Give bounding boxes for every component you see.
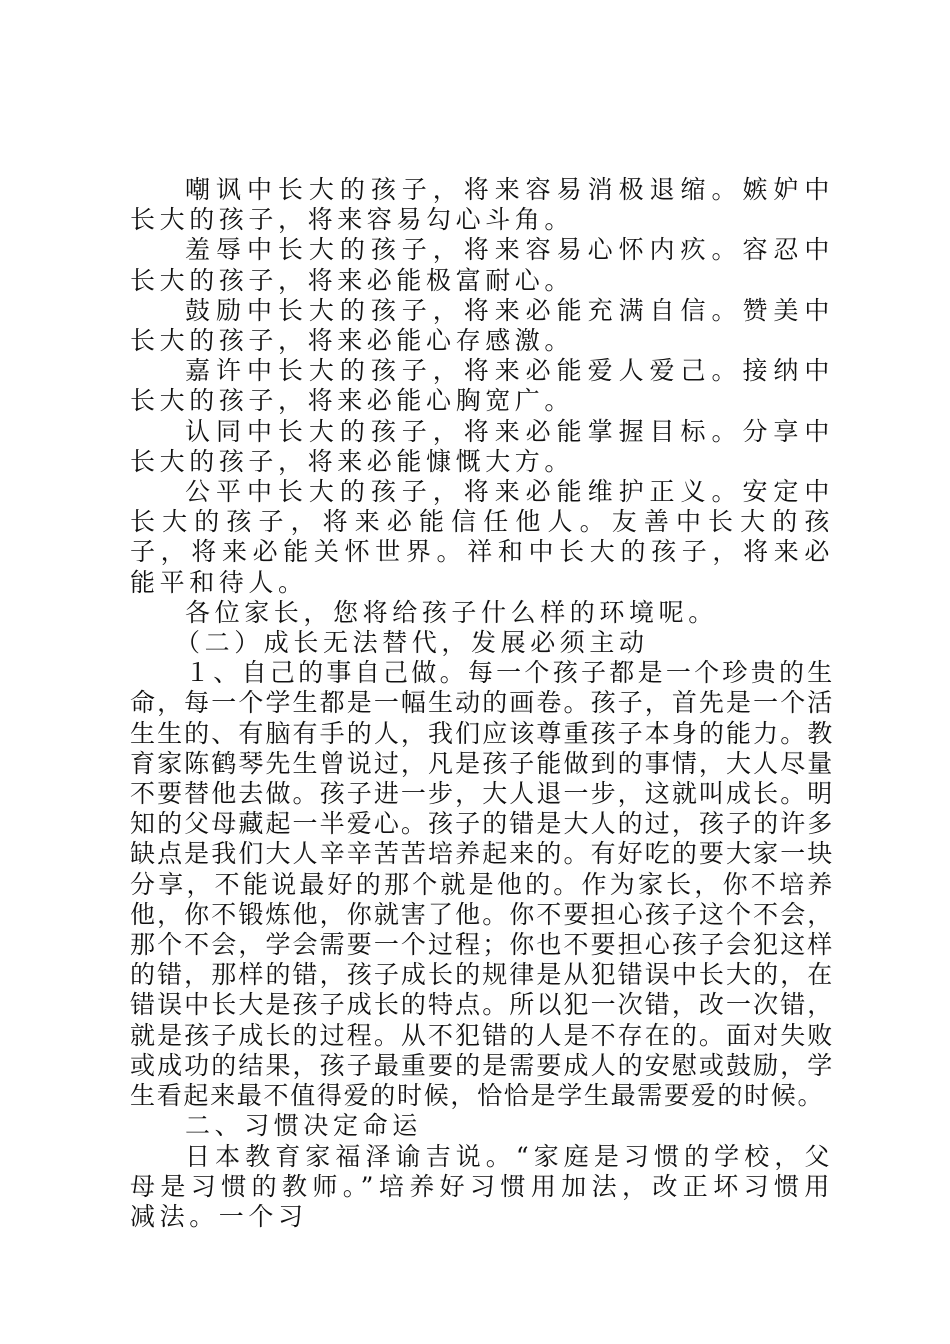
paragraph-approve: 认同中长大的孩子，将来必能掌握目标。分享中长大的孩子，将来必能慷慨大方。 bbox=[130, 416, 834, 476]
paragraph-ridicule: 嘲讽中长大的孩子，将来容易消极退缩。嫉妒中长大的孩子，将来容易勾心斗角。 bbox=[130, 175, 834, 235]
paragraph-parents-question: 各位家长，您将给孩子什么样的环境呢。 bbox=[185, 597, 718, 627]
paragraph-habits: 日本教育家福泽谕吉说。“家庭是习惯的学校，父母是习惯的教师。”培养好习惯用加法，改正坏习惯用减法。一个习 bbox=[130, 1141, 834, 1231]
document-body bbox=[130, 175, 834, 1232]
paragraph-encourage: 鼓励中长大的孩子，将来必能充满自信。赞美中长大的孩子，将来必能心存感激。 bbox=[130, 295, 834, 356]
paragraph-do-it-yourself: １、自己的事自己做。每一个孩子都是一个珍贵的生命，每一个学生都是一幅生动的画卷。孩子，首先是一个活生生的、有脑有手的人，我们应该尊重孩子本身的能力。教育家陈鹤琴先生曾说过，凡是孩子能做到的事情，大人尽量不要替他去做。孩子进一步，大人退一步，这就叫成长。明知的父母藏起一半爱心。孩子的错是大人的过，孩子的许多缺点是我们大人辛辛苦苦培养起来的。有好吃的要大家一块分享，不能说最好的那个就是他的。作为家长，你不培养他，你不锻炼他，你就害了他。你不要担心孩子这个不会，那个不会，学会需要一个过程；你也不要担心孩子会犯这样的错，那样的错，孩子成长的规律是从犯错误中长大的，在错误中长大是孩子成长的特点。所以犯一次错，改一次错，就是孩子成长的过程。从不犯错的人是不存在的。面对失败或成功的结果，孩子最重要的是需要成人的安慰或鼓励，学生看起来最不值得爱的时候，恰恰是学生最需要爱的时候。 bbox=[130, 658, 834, 1111]
section-heading-habits: 二、习惯决定命运 bbox=[185, 1111, 422, 1141]
section-heading-growth: （二）成长无法替代，发展必须主动 bbox=[175, 628, 649, 658]
paragraph-shame: 羞辱中长大的孩子，将来容易心怀内疚。容忍中长大的孩子，将来必能极富耐心。 bbox=[130, 235, 834, 295]
paragraph-praise: 嘉许中长大的孩子，将来必能爱人爱己。接纳中长大的孩子，将来必能心胸宽广。 bbox=[130, 356, 834, 416]
paragraph-fairness: 公平中长大的孩子，将来必能维护正义。安定中长大的孩子，将来必能信任他人。友善中长大的孩子，将来必能关怀世界。祥和中长大的孩子，将来必能平和待人。 bbox=[130, 477, 834, 597]
